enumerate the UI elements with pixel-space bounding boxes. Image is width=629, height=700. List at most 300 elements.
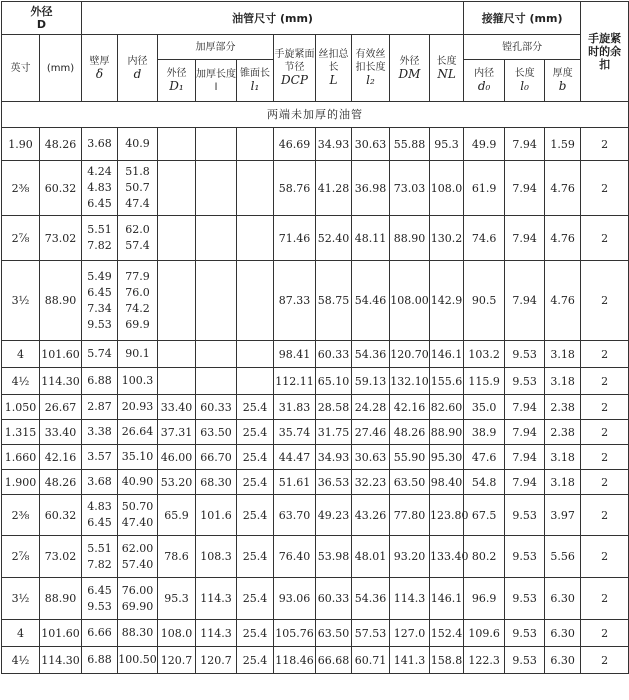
table-row <box>2 368 629 395</box>
id-value: 40.9 <box>125 137 150 150</box>
cpl-len-cell: 146.1 <box>430 341 464 368</box>
cpl-len-cell: 133.40 <box>430 536 464 578</box>
wall-value: 5.51 <box>87 541 112 555</box>
wall-value: 9.53 <box>87 599 112 613</box>
hand-tight-label: 手旋紧面节径 <box>274 49 315 73</box>
cpl-od-cell: 88.90 <box>390 216 430 261</box>
taper-len-cell: 25.4 <box>237 495 274 536</box>
remaining-thread-cell: 2 <box>581 495 629 536</box>
thread-total-cell: 52.40 <box>316 216 352 261</box>
hand-tight-cell: 51.61 <box>274 470 316 495</box>
bore-thk-cell: 3.18 <box>545 368 581 395</box>
mm-cell: 60.32 <box>40 495 82 536</box>
inch-cell: 4 <box>2 341 40 368</box>
bore-thk-cell: 6.30 <box>545 647 581 674</box>
bore-id-cell: 47.6 <box>464 445 505 470</box>
bore-id-cell: 122.3 <box>464 647 505 674</box>
id-value: 76.00 <box>121 583 154 597</box>
table-row <box>2 161 629 216</box>
hand-tight-header <box>274 35 316 102</box>
taper-len-cell <box>237 261 274 341</box>
table-row <box>2 128 629 161</box>
thread-total-cell: 34.93 <box>316 128 352 161</box>
hand-tight-cell: 112.11 <box>274 368 316 395</box>
bore-id-cell: 80.2 <box>464 536 505 578</box>
wall-value: 9.53 <box>87 317 112 331</box>
eff-thread-header <box>352 35 390 102</box>
id-value: 47.4 <box>125 197 150 210</box>
wall-value: 6.88 <box>87 374 112 387</box>
wall-cell <box>82 536 118 578</box>
bore-id-cell: 38.9 <box>464 420 505 445</box>
bore-len-cell: 9.53 <box>505 495 545 536</box>
wall-cell <box>82 647 118 674</box>
hand-tight-cell: 105.76 <box>274 620 316 647</box>
thread-total-cell: 60.33 <box>316 341 352 368</box>
thread-total-cell: 63.50 <box>316 620 352 647</box>
id-value: 88.30 <box>121 626 154 639</box>
cpl-od-header <box>390 35 430 102</box>
hand-tight-cell: 87.33 <box>274 261 316 341</box>
wall-cell <box>82 495 118 536</box>
id-cell <box>118 445 158 470</box>
id-cell <box>118 470 158 495</box>
remaining-thread-cell: 2 <box>581 261 629 341</box>
mm-cell: 114.30 <box>40 647 82 674</box>
wall-cell <box>82 445 118 470</box>
bore-len-cell: 7.94 <box>505 445 545 470</box>
wall-value: 4.83 <box>87 500 112 513</box>
wall-cell <box>82 261 118 341</box>
id-cell <box>118 216 158 261</box>
bore-len-header <box>505 60 545 102</box>
mm-cell: 33.40 <box>40 420 82 445</box>
taper-len-cell: 25.4 <box>237 445 274 470</box>
remaining-thread-cell: 2 <box>581 420 629 445</box>
upset-len-cell: 63.50 <box>196 420 237 445</box>
inch-cell: 4½ <box>2 368 40 395</box>
upset-od-cell: 78.6 <box>158 536 196 578</box>
id-value: 20.93 <box>121 400 154 413</box>
wall-value: 5.51 <box>87 223 112 236</box>
mm-cell: 73.02 <box>40 536 82 578</box>
wall-value: 7.82 <box>87 239 112 252</box>
remaining-thread-cell: 2 <box>581 216 629 261</box>
tubing-dimension-table <box>1 1 629 674</box>
upset-len-label: 加厚长度 l <box>196 68 236 93</box>
inch-cell: 2⅞ <box>2 216 40 261</box>
hand-tight-cell: 71.46 <box>274 216 316 261</box>
remaining-thread-line-2: 时的余 <box>588 45 622 58</box>
bore-thk-cell: 2.38 <box>545 395 581 420</box>
table-row <box>2 216 629 261</box>
mm-cell: 101.60 <box>40 620 82 647</box>
id-value: 51.8 <box>125 165 150 178</box>
bore-len-cell: 9.53 <box>505 536 545 578</box>
bore-id-cell: 54.8 <box>464 470 505 495</box>
bore-thk-label: 厚度 <box>552 68 573 79</box>
upset-od-cell <box>158 128 196 161</box>
id-cell <box>118 161 158 216</box>
upset-od-cell: 33.40 <box>158 395 196 420</box>
wall-value: 3.68 <box>87 137 112 150</box>
cpl-len-cell: 146.1 <box>430 578 464 620</box>
wall-value: 3.57 <box>87 450 112 463</box>
remaining-thread-cell: 2 <box>581 647 629 674</box>
cpl-od-label: 外径 <box>399 55 420 67</box>
hand-tight-cell: 58.76 <box>274 161 316 216</box>
upset-len-cell <box>196 341 237 368</box>
bore-thk-cell: 3.18 <box>545 470 581 495</box>
taper-len-cell <box>237 341 274 368</box>
table-row <box>2 536 629 578</box>
upset-len-cell: 108.3 <box>196 536 237 578</box>
bore-thk-cell: 1.59 <box>545 128 581 161</box>
eff-thread-cell: 48.01 <box>352 536 390 578</box>
id-value: 62.0 <box>125 223 150 236</box>
cpl-len-cell: 108.0 <box>430 161 464 216</box>
wall-cell <box>82 620 118 647</box>
upset-od-cell: 95.3 <box>158 578 196 620</box>
upset-len-cell <box>196 161 237 216</box>
bore-id-cell: 90.5 <box>464 261 505 341</box>
cpl-len-cell: 95.3 <box>430 128 464 161</box>
bore-thk-symbol: b <box>558 79 567 93</box>
inch-cell: 1.90 <box>2 128 40 161</box>
cpl-od-cell: 63.50 <box>390 470 430 495</box>
inch-cell: 4 <box>2 620 40 647</box>
taper-len-cell: 25.4 <box>237 536 274 578</box>
id-cell <box>118 261 158 341</box>
bore-thk-cell: 3.18 <box>545 341 581 368</box>
thread-total-cell: 49.23 <box>316 495 352 536</box>
taper-len-cell: 25.4 <box>237 420 274 445</box>
hand-tight-cell: 118.46 <box>274 647 316 674</box>
bore-id-cell: 35.0 <box>464 395 505 420</box>
bore-len-cell: 9.53 <box>505 341 545 368</box>
cpl-od-cell: 127.0 <box>390 620 430 647</box>
mm-cell: 26.67 <box>40 395 82 420</box>
cpl-len-cell: 123.80 <box>430 495 464 536</box>
wall-value: 7.82 <box>87 557 112 571</box>
taper-len-cell <box>237 368 274 395</box>
id-value: 69.9 <box>125 317 150 331</box>
mm-cell: 48.26 <box>40 128 82 161</box>
table-row <box>2 647 629 674</box>
upset-len-cell: 66.70 <box>196 445 237 470</box>
taper-len-cell: 25.4 <box>237 647 274 674</box>
upset-len-cell: 114.3 <box>196 578 237 620</box>
wall-cell <box>82 368 118 395</box>
bore-thk-cell: 3.18 <box>545 445 581 470</box>
id-cell <box>118 341 158 368</box>
bore-id-label: 内径 <box>474 68 495 79</box>
remaining-thread-cell: 2 <box>581 341 629 368</box>
id-value: 57.4 <box>125 239 150 252</box>
hand-tight-cell: 31.83 <box>274 395 316 420</box>
taper-len-cell <box>237 161 274 216</box>
taper-len-cell: 25.4 <box>237 470 274 495</box>
cpl-len-symbol: NL <box>437 66 456 81</box>
bore-thk-cell: 3.97 <box>545 495 581 536</box>
mm-cell: 73.02 <box>40 216 82 261</box>
upset-len-cell: 60.33 <box>196 395 237 420</box>
hand-tight-cell: 76.40 <box>274 536 316 578</box>
table-body <box>2 102 629 674</box>
bore-group-header: 镗孔部分 <box>464 35 581 60</box>
id-value: 50.7 <box>125 181 150 194</box>
cpl-od-cell: 55.90 <box>390 445 430 470</box>
thread-total-cell: 36.53 <box>316 470 352 495</box>
wall-value: 6.45 <box>87 516 112 529</box>
hand-tight-cell: 93.06 <box>274 578 316 620</box>
upset-len-header <box>196 60 237 102</box>
taper-len-label: 锥面长 <box>240 68 270 79</box>
bore-len-cell: 7.94 <box>505 128 545 161</box>
wall-symbol: δ <box>95 66 104 81</box>
bore-thk-header <box>545 60 581 102</box>
upset-od-cell: 53.20 <box>158 470 196 495</box>
cpl-len-cell: 142.9 <box>430 261 464 341</box>
eff-thread-cell: 57.53 <box>352 620 390 647</box>
bore-len-cell: 9.53 <box>505 578 545 620</box>
id-cell <box>118 536 158 578</box>
thread-total-label: 丝扣总长 <box>318 49 349 73</box>
tube-group-header: 油管尺寸 (mm) <box>82 2 464 35</box>
inch-cell: 1.660 <box>2 445 40 470</box>
thread-total-symbol: L <box>329 73 338 87</box>
upset-od-cell: 46.00 <box>158 445 196 470</box>
cpl-od-cell: 132.10 <box>390 368 430 395</box>
eff-thread-label: 有效丝扣长度 <box>355 49 386 73</box>
thread-total-cell: 53.98 <box>316 536 352 578</box>
thread-total-cell: 34.93 <box>316 445 352 470</box>
upset-od-cell <box>158 161 196 216</box>
table-row <box>2 578 629 620</box>
id-value: 100.3 <box>121 374 154 387</box>
taper-len-cell: 25.4 <box>237 395 274 420</box>
id-value: 35.10 <box>121 450 154 463</box>
bore-id-header <box>464 60 505 102</box>
upset-len-cell: 101.6 <box>196 495 237 536</box>
wall-cell <box>82 161 118 216</box>
bore-thk-cell: 4.76 <box>545 216 581 261</box>
od-group-header <box>2 2 82 35</box>
upset-od-cell <box>158 261 196 341</box>
mm-cell: 114.30 <box>40 368 82 395</box>
wall-value: 7.34 <box>87 301 112 315</box>
upset-od-symbol: D₁ <box>169 79 184 93</box>
bore-len-cell: 7.94 <box>505 161 545 216</box>
wall-value: 6.45 <box>87 197 112 210</box>
id-value: 100.50 <box>118 653 157 666</box>
remaining-thread-header <box>581 2 629 102</box>
remaining-thread-line-3: 扣 <box>599 58 611 71</box>
bore-id-cell: 115.9 <box>464 368 505 395</box>
thread-total-cell: 58.75 <box>316 261 352 341</box>
id-label: 内径 <box>127 55 148 67</box>
thread-total-cell: 60.33 <box>316 578 352 620</box>
remaining-thread-cell: 2 <box>581 395 629 420</box>
coupling-group-header: 接箍尺寸 (mm) <box>464 2 581 35</box>
upset-len-cell <box>196 261 237 341</box>
id-value: 47.40 <box>121 516 154 529</box>
wall-value: 2.87 <box>87 400 112 413</box>
wall-cell <box>82 470 118 495</box>
cpl-od-cell: 48.26 <box>390 420 430 445</box>
upset-len-cell <box>196 216 237 261</box>
id-value: 50.70 <box>121 500 154 513</box>
id-symbol: d <box>133 66 142 81</box>
wall-value: 4.24 <box>87 165 112 178</box>
thread-total-cell: 41.28 <box>316 161 352 216</box>
bore-len-cell: 7.94 <box>505 261 545 341</box>
upset-od-cell <box>158 216 196 261</box>
id-cell <box>118 578 158 620</box>
wall-cell <box>82 216 118 261</box>
eff-thread-cell: 24.28 <box>352 395 390 420</box>
hand-tight-cell: 44.47 <box>274 445 316 470</box>
cpl-len-label: 长度 <box>436 55 457 67</box>
remaining-thread-cell: 2 <box>581 620 629 647</box>
wall-value: 4.83 <box>87 181 112 194</box>
id-value: 69.90 <box>121 599 154 613</box>
id-value: 76.0 <box>125 285 150 299</box>
bore-id-cell: 96.9 <box>464 578 505 620</box>
bore-id-cell: 49.9 <box>464 128 505 161</box>
mm-cell: 88.90 <box>40 578 82 620</box>
remaining-thread-cell: 2 <box>581 128 629 161</box>
table-row <box>2 261 629 341</box>
thread-total-cell: 65.10 <box>316 368 352 395</box>
eff-thread-cell: 32.23 <box>352 470 390 495</box>
id-value: 90.1 <box>125 347 150 360</box>
bore-id-symbol: d₀ <box>477 79 491 93</box>
section-title: 两端未加厚的油管 <box>2 102 629 128</box>
taper-len-cell: 25.4 <box>237 620 274 647</box>
cpl-od-cell: 114.3 <box>390 578 430 620</box>
remaining-thread-cell: 2 <box>581 578 629 620</box>
upset-od-cell: 65.9 <box>158 495 196 536</box>
wall-value: 6.45 <box>87 285 112 299</box>
inch-cell: 1.900 <box>2 470 40 495</box>
eff-thread-cell: 30.63 <box>352 445 390 470</box>
eff-thread-cell: 54.46 <box>352 261 390 341</box>
inch-header: 英寸 <box>2 35 40 102</box>
bore-len-cell: 7.94 <box>505 395 545 420</box>
inch-cell: 1.050 <box>2 395 40 420</box>
eff-thread-cell: 48.11 <box>352 216 390 261</box>
remaining-thread-cell: 2 <box>581 536 629 578</box>
upset-len-cell: 120.7 <box>196 647 237 674</box>
table-row <box>2 620 629 647</box>
hand-tight-cell: 98.41 <box>274 341 316 368</box>
id-value: 57.40 <box>121 557 154 571</box>
cpl-len-cell: 158.8 <box>430 647 464 674</box>
cpl-len-header <box>430 35 464 102</box>
eff-thread-cell: 43.26 <box>352 495 390 536</box>
thread-total-cell: 66.68 <box>316 647 352 674</box>
wall-value: 6.66 <box>87 626 112 639</box>
cpl-od-cell: 93.20 <box>390 536 430 578</box>
table-row <box>2 495 629 536</box>
eff-thread-cell: 54.36 <box>352 341 390 368</box>
taper-len-cell <box>237 128 274 161</box>
upset-od-cell: 120.7 <box>158 647 196 674</box>
taper-len-cell: 25.4 <box>237 578 274 620</box>
id-value: 62.00 <box>121 541 154 555</box>
inch-cell: 2⅜ <box>2 161 40 216</box>
bore-thk-cell: 5.56 <box>545 536 581 578</box>
wall-value: 3.38 <box>87 425 112 438</box>
cpl-len-cell: 98.40 <box>430 470 464 495</box>
id-cell <box>118 368 158 395</box>
wall-value: 3.68 <box>87 475 112 488</box>
wall-value: 5.74 <box>87 347 112 360</box>
cpl-od-cell: 73.03 <box>390 161 430 216</box>
eff-thread-cell: 27.46 <box>352 420 390 445</box>
table-row <box>2 470 629 495</box>
id-cell <box>118 420 158 445</box>
thread-total-cell: 31.75 <box>316 420 352 445</box>
inch-cell: 3½ <box>2 578 40 620</box>
remaining-thread-line-1: 手旋紧 <box>588 32 622 45</box>
upset-len-cell: 68.30 <box>196 470 237 495</box>
inch-cell: 4½ <box>2 647 40 674</box>
upset-group-header: 加厚部分 <box>158 35 274 60</box>
bore-thk-cell: 6.30 <box>545 620 581 647</box>
bore-len-label: 长度 <box>514 68 535 79</box>
id-header <box>118 35 158 102</box>
bore-len-cell: 9.53 <box>505 620 545 647</box>
wall-cell <box>82 395 118 420</box>
wall-cell <box>82 420 118 445</box>
inch-cell: 1.315 <box>2 420 40 445</box>
table-row <box>2 395 629 420</box>
eff-thread-cell: 36.98 <box>352 161 390 216</box>
bore-thk-cell: 2.38 <box>545 420 581 445</box>
upset-od-header <box>158 60 196 102</box>
cpl-od-cell: 77.80 <box>390 495 430 536</box>
eff-thread-cell: 54.36 <box>352 578 390 620</box>
eff-thread-cell: 59.13 <box>352 368 390 395</box>
id-value: 77.9 <box>125 269 150 283</box>
upset-od-cell: 108.0 <box>158 620 196 647</box>
wall-value: 5.49 <box>87 269 112 283</box>
bore-id-cell: 61.9 <box>464 161 505 216</box>
mm-cell: 48.26 <box>40 470 82 495</box>
id-cell <box>118 620 158 647</box>
mm-cell: 88.90 <box>40 261 82 341</box>
bore-id-cell: 74.6 <box>464 216 505 261</box>
section-title-row <box>2 102 629 128</box>
id-cell <box>118 647 158 674</box>
table-row <box>2 420 629 445</box>
cpl-len-cell: 95.30 <box>430 445 464 470</box>
upset-len-cell: 114.3 <box>196 620 237 647</box>
id-value: 74.2 <box>125 301 150 315</box>
bore-id-cell: 67.5 <box>464 495 505 536</box>
remaining-thread-cell: 2 <box>581 368 629 395</box>
cpl-len-cell: 82.60 <box>430 395 464 420</box>
upset-od-cell: 37.31 <box>158 420 196 445</box>
inch-cell: 2⅜ <box>2 495 40 536</box>
thread-total-header <box>316 35 352 102</box>
hand-tight-symbol: DCP <box>281 73 308 87</box>
cpl-od-cell: 141.3 <box>390 647 430 674</box>
id-cell <box>118 395 158 420</box>
wall-cell <box>82 341 118 368</box>
